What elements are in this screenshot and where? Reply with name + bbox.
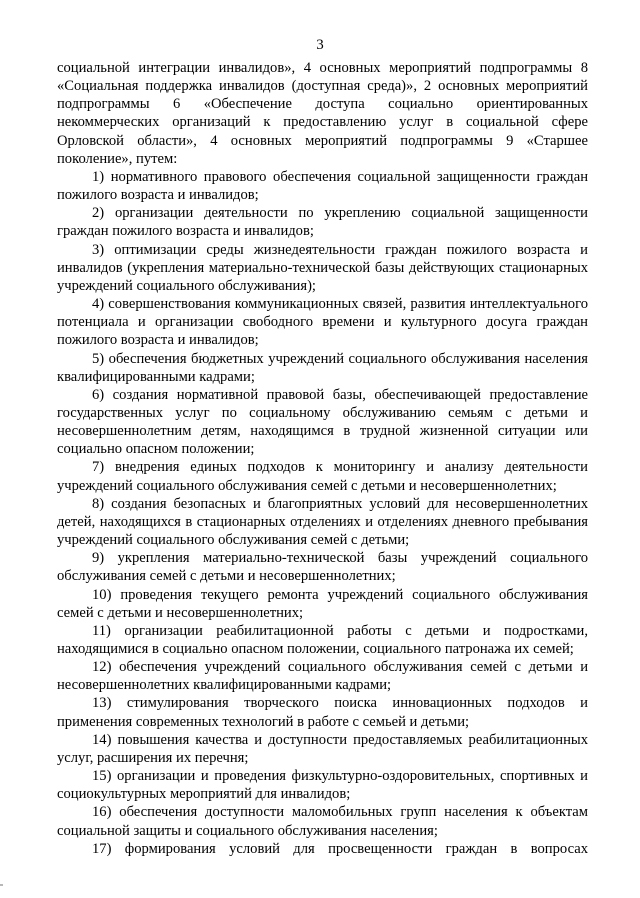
paragraph: 5) обеспечения бюджетных учреждений социального обслуживания населения квалифицированными кадрами; [57, 350, 588, 385]
paragraph: 3) оптимизации среды жизнедеятельности граждан пожилого возраста и инвалидов (укрепления материально-технической базы действующих стационарных учреждений социального обслуживания); [57, 241, 588, 294]
paragraph: 15) организации и проведения физкультурно-оздоровительных, спортивных и социокультурных мероприятий для инвалидов; [57, 768, 588, 803]
paragraph: 17) формирования условий для просвещенности граждан в вопросах [92, 840, 588, 857]
page-number: 3 [316, 37, 324, 53]
body-text [57, 59, 588, 858]
paragraph: 9) укрепления материально-технической базы учреждений социального обслуживания семей с детьми и несовершеннолетних; [57, 550, 588, 585]
paragraph: 10) проведения текущего ремонта учреждений социального обслуживания семей с детьми и несовершеннолетних; [57, 586, 588, 621]
paragraph: 6) создания нормативной правовой базы, обеспечивающей предоставление государственных услуг по социальному обслуживанию семьям с детьми и несовершеннолетним детям, находящимся в трудной жизненной ситуации или социально опасном положении; [57, 386, 588, 458]
paragraph: 7) внедрения единых подходов к мониторингу и анализу деятельности учреждений социального обслуживания семей с детьми и несовершеннолетних; [57, 459, 588, 494]
paragraph: 2) организации деятельности по укреплению социальной защищенности граждан пожилого возраста и инвалидов; [57, 205, 588, 240]
paragraph: 8) создания безопасных и благоприятных условий для несовершеннолетних детей, находящихся в стационарных отделениях и отделениях дневного пребывания учреждений социального обслуживания семей с детьми; [57, 495, 588, 549]
paragraph: 16) обеспечения доступности маломобильных групп населения к объектам социальной защиты и социального обслуживания населения; [57, 804, 588, 839]
paragraph: 14) повышения качества и доступности предоставляемых реабилитационных услуг, расширения их перечня; [57, 731, 588, 766]
paragraph: 11) организации реабилитационной работы с детьми и подростками, находящимися в социально опасном положении, социального патронажа их семей; [57, 622, 588, 657]
paragraph: 13) стимулирования творческого поиска инновационных подходов и применения современных технологий в работе с семьей и детьми; [57, 695, 588, 730]
paragraph: 4) совершенствования коммуникационных связей, развития интеллектуального потенциала и организации свободного времени и культурного досуга граждан пожилого возраста и инвалидов; [57, 296, 588, 349]
paragraph: 12) обеспечения учреждений социального обслуживания семей с детьми и несовершеннолетних квалифицированными кадрами; [57, 659, 588, 694]
paragraph: 1) нормативного правового обеспечения социальной защищенности граждан пожилого возраста и инвалидов; [57, 168, 588, 204]
paragraph: социальной интеграции инвалидов», 4 основных мероприятий подпрограммы 8 «Социальная поддержка инвалидов (доступная среда)», 2 основных мероприятий подпрограммы 6 «Обеспечение доступа социально ориентированных некоммерческих организаций к предоставлению услуг в социальной сфере Орловской области», 4 основных мероприятий подпрограммы 9 «Старшее поколение», путем: [57, 60, 588, 167]
scan-edge-mark [0, 884, 3, 886]
